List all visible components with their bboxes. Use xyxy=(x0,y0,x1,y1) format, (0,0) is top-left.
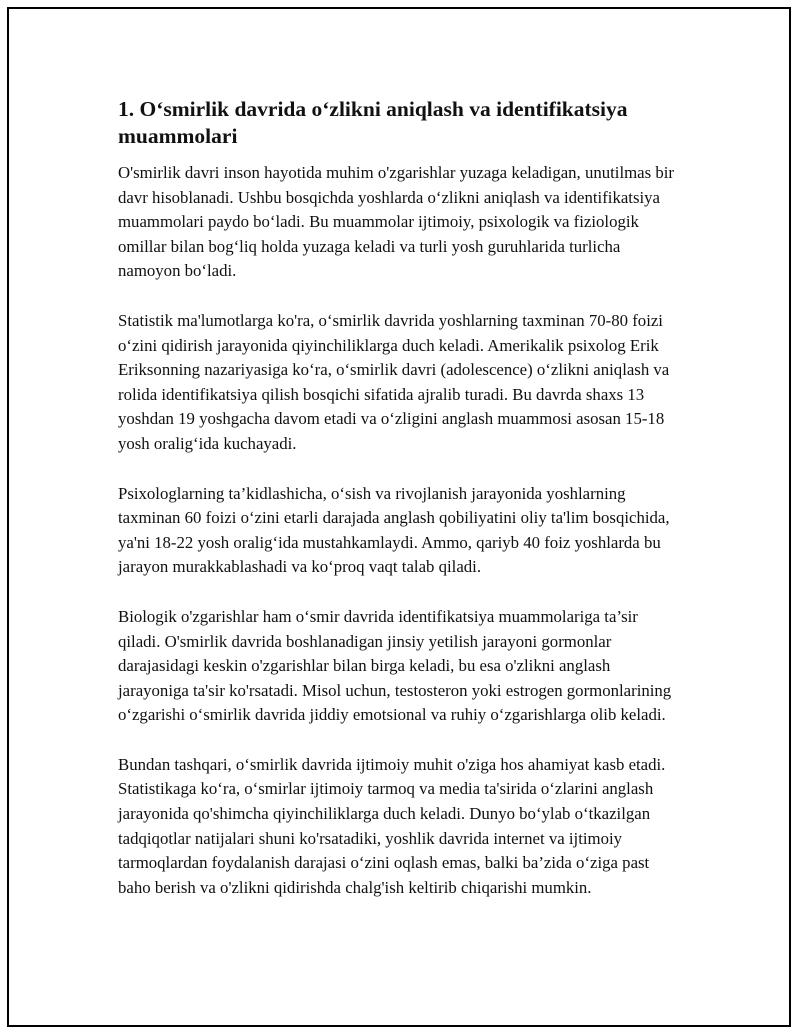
paragraph-4: Biologik o'zgarishlar ham o‘smir davrida identifikatsiya muammolariga ta’sir qiladi. O'smirlik davrida boshlanadigan jinsiy yetilish jarayoni gormonlar darajasidagi keskin o'zgarishlar bilan birga keladi, bu esa o'zlikni anglash jarayoniga ta'sir ko'rsatadi. Misol uchun, testosteron yoki estrogen gormonlarining o‘zgarishi o‘smirlik davrida jiddiy emotsional va ruhiy o‘zgarishlarga olib keladi. xyxy=(118,606,672,725)
paragraph-1: O'smirlik davri inson hayotida muhim o'zgarishlar yuzaga keladigan, unutilmas bir davr hisoblanadi. Ushbu bosqichda yoshlarda o‘zlikni aniqlash va identifikatsiya muammolari paydo bo‘ladi. Bu muammolar ijtimoiy, psixologik va fiziologik omillar bilan bog‘liq holda yuzaga keladi va turli yosh guruhlarida turlicha namoyon bo‘ladi. xyxy=(118,163,674,281)
paragraph-5: Bundan tashqari, o‘smirlik davrida ijtimoiy muhit o'ziga hos ahamiyat kasb etadi. Statistikaga ko‘ra, o‘smirlar ijtimoiy tarmoq va media ta'sirida o‘zlarini anglash jarayonida qo'shimcha qiyinchiliklarga duch keladi. Dunyo bo‘ylab o‘tkazilgan tadqiqotlar natijalari shuni ko'rsatadiki, yoshlik davrida internet va ijtimoiy tarmoqlardan foydalanish darajasi o‘zini oqlash emas, balki ba’zida o‘ziga past baho berish va o'zlikni qidirishda chalg'ish keltirib chiqarishi mumkin. xyxy=(118,754,666,897)
paragraph-3: Psixologlarning ta’kidlashicha, o‘sish va rivojlanish jarayonida yoshlarning taxminan 60 foizi o‘zini etarli darajada anglash qobiliyatini oliy ta'lim bosqichida, ya'ni 18-22 yosh oralig‘ida mustahkamlaydi. Ammo, qariyb 40 foiz yoshlarda bu jarayon murakkablashadi va ko‘proq vaqt talab qiladi. xyxy=(118,483,670,577)
document-body xyxy=(118,96,684,925)
section-heading: 1. O‘smirlik davrida o‘zlikni aniqlash va identifikatsiya muammolari xyxy=(118,97,628,148)
paragraph-2: Statistik ma'lumotlarga ko'ra, o‘smirlik davrida yoshlarning taxminan 70-80 foizi o‘zini qidirish jarayonida qiyinchiliklarga duch keladi. Amerikalik psixolog Erik Eriksonning nazariyasiga ko‘ra, o‘smirlik davri (adolescence) o‘zlikni aniqlash va rolida identifikatsiya qilish bosqichi sifatida ajralib turadi. Bu davrda shaxs 13 yoshdan 19 yoshgacha davom etadi va o‘zligini anglash muammosi asosan 15-18 yosh oralig‘ida kuchayadi. xyxy=(118,310,670,453)
